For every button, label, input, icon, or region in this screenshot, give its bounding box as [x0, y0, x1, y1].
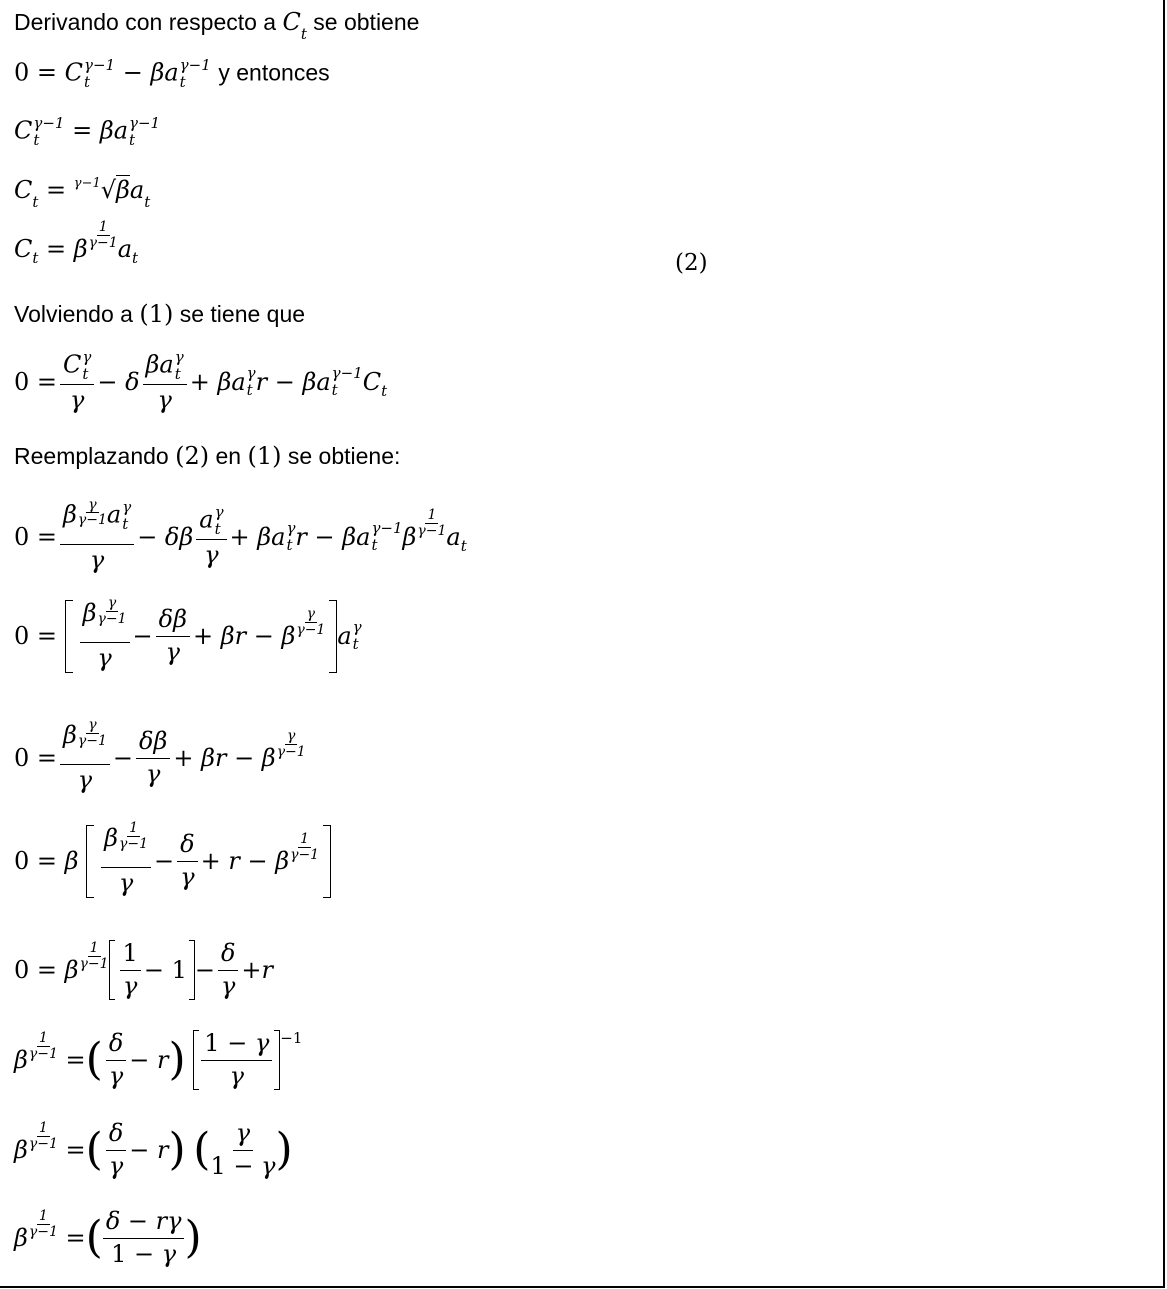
equation-simplified: 0 = β $\frac{\gamma}{\gamma-1}$ γ − $\frac{\delta\beta}{\gamma}$ + βr − β $\frac{\gamma}{\gamma-1}$	[14, 717, 306, 795]
equation-number: (2)	[675, 250, 708, 276]
equation-equal: C γ−1 t = βa γ−1 t	[14, 114, 161, 149]
equation-c-beta: C t = β $\frac{1}{\gamma-1}$ a t	[14, 219, 139, 268]
equation-substituted: 0 = β $\frac{\gamma}{\gamma-1}$ a γ t γ − δβ a γ t γ + βa γ t r − βa γ−1 t β 1 γ−1 a t	[14, 496, 467, 574]
equation-hamiltonian: 0 = C γ t γ − δ βa γ t γ + βa γ t r − βa γ−1 t C t	[14, 348, 388, 414]
equation-root: $C_t = ^{\gamma-1}√\beta a_t$	[14, 176, 151, 211]
replacing-line: Reemplazando (2) en (1) se obtiene:	[14, 442, 401, 470]
intro-text-end: se obtiene	[313, 9, 420, 35]
returning-line: Volviendo a (1) se tiene que	[14, 300, 306, 328]
equation-final: β $\frac{1}{\gamma-1}$ = ( $\frac{\delta - r\gamma}{1 - \gamma}$ )	[14, 1207, 202, 1268]
equation-grouped: 0 = β $\frac{1}{\gamma-1}$ $\frac{1}{\gamma}$ − 1 − $\frac{\delta}{\gamma}$ + r	[14, 939, 273, 1000]
then-text: y entonces	[218, 59, 330, 86]
equation-paren-product: β $\frac{1}{\gamma-1}$ = ( $\frac{\delta}{\gamma}$ − r ) ( $\frac{\gamma}{1 - \gamma}$ )	[14, 1119, 293, 1180]
var-c: $C_t$	[282, 8, 307, 43]
equation-inverse: β $\frac{1}{\gamma-1}$ = ( $\frac{\delta}{\gamma}$ − r ) $\frac{1 - \gamma}{\gamma}$ −1	[14, 1029, 303, 1090]
intro-text: Derivando con respecto a	[14, 9, 277, 35]
equation-factored: 0 = β β $\frac{1}{\gamma-1}$ γ − $\frac{\delta}{\gamma}$ + r − β $\frac{1}{\gamma-1}$	[14, 825, 331, 898]
equation-derivative: 0 = C γ−1 t − βa γ−1 t y entonces	[14, 56, 330, 91]
equation-bracket-at: 0 = β $\frac{\gamma}{\gamma-1}$ γ − $\frac{\delta\beta}{\gamma}$ + βr − β $\frac{\gamma}{\gamma-1}$ a γ t	[14, 595, 362, 673]
intro-line	[14, 8, 420, 43]
